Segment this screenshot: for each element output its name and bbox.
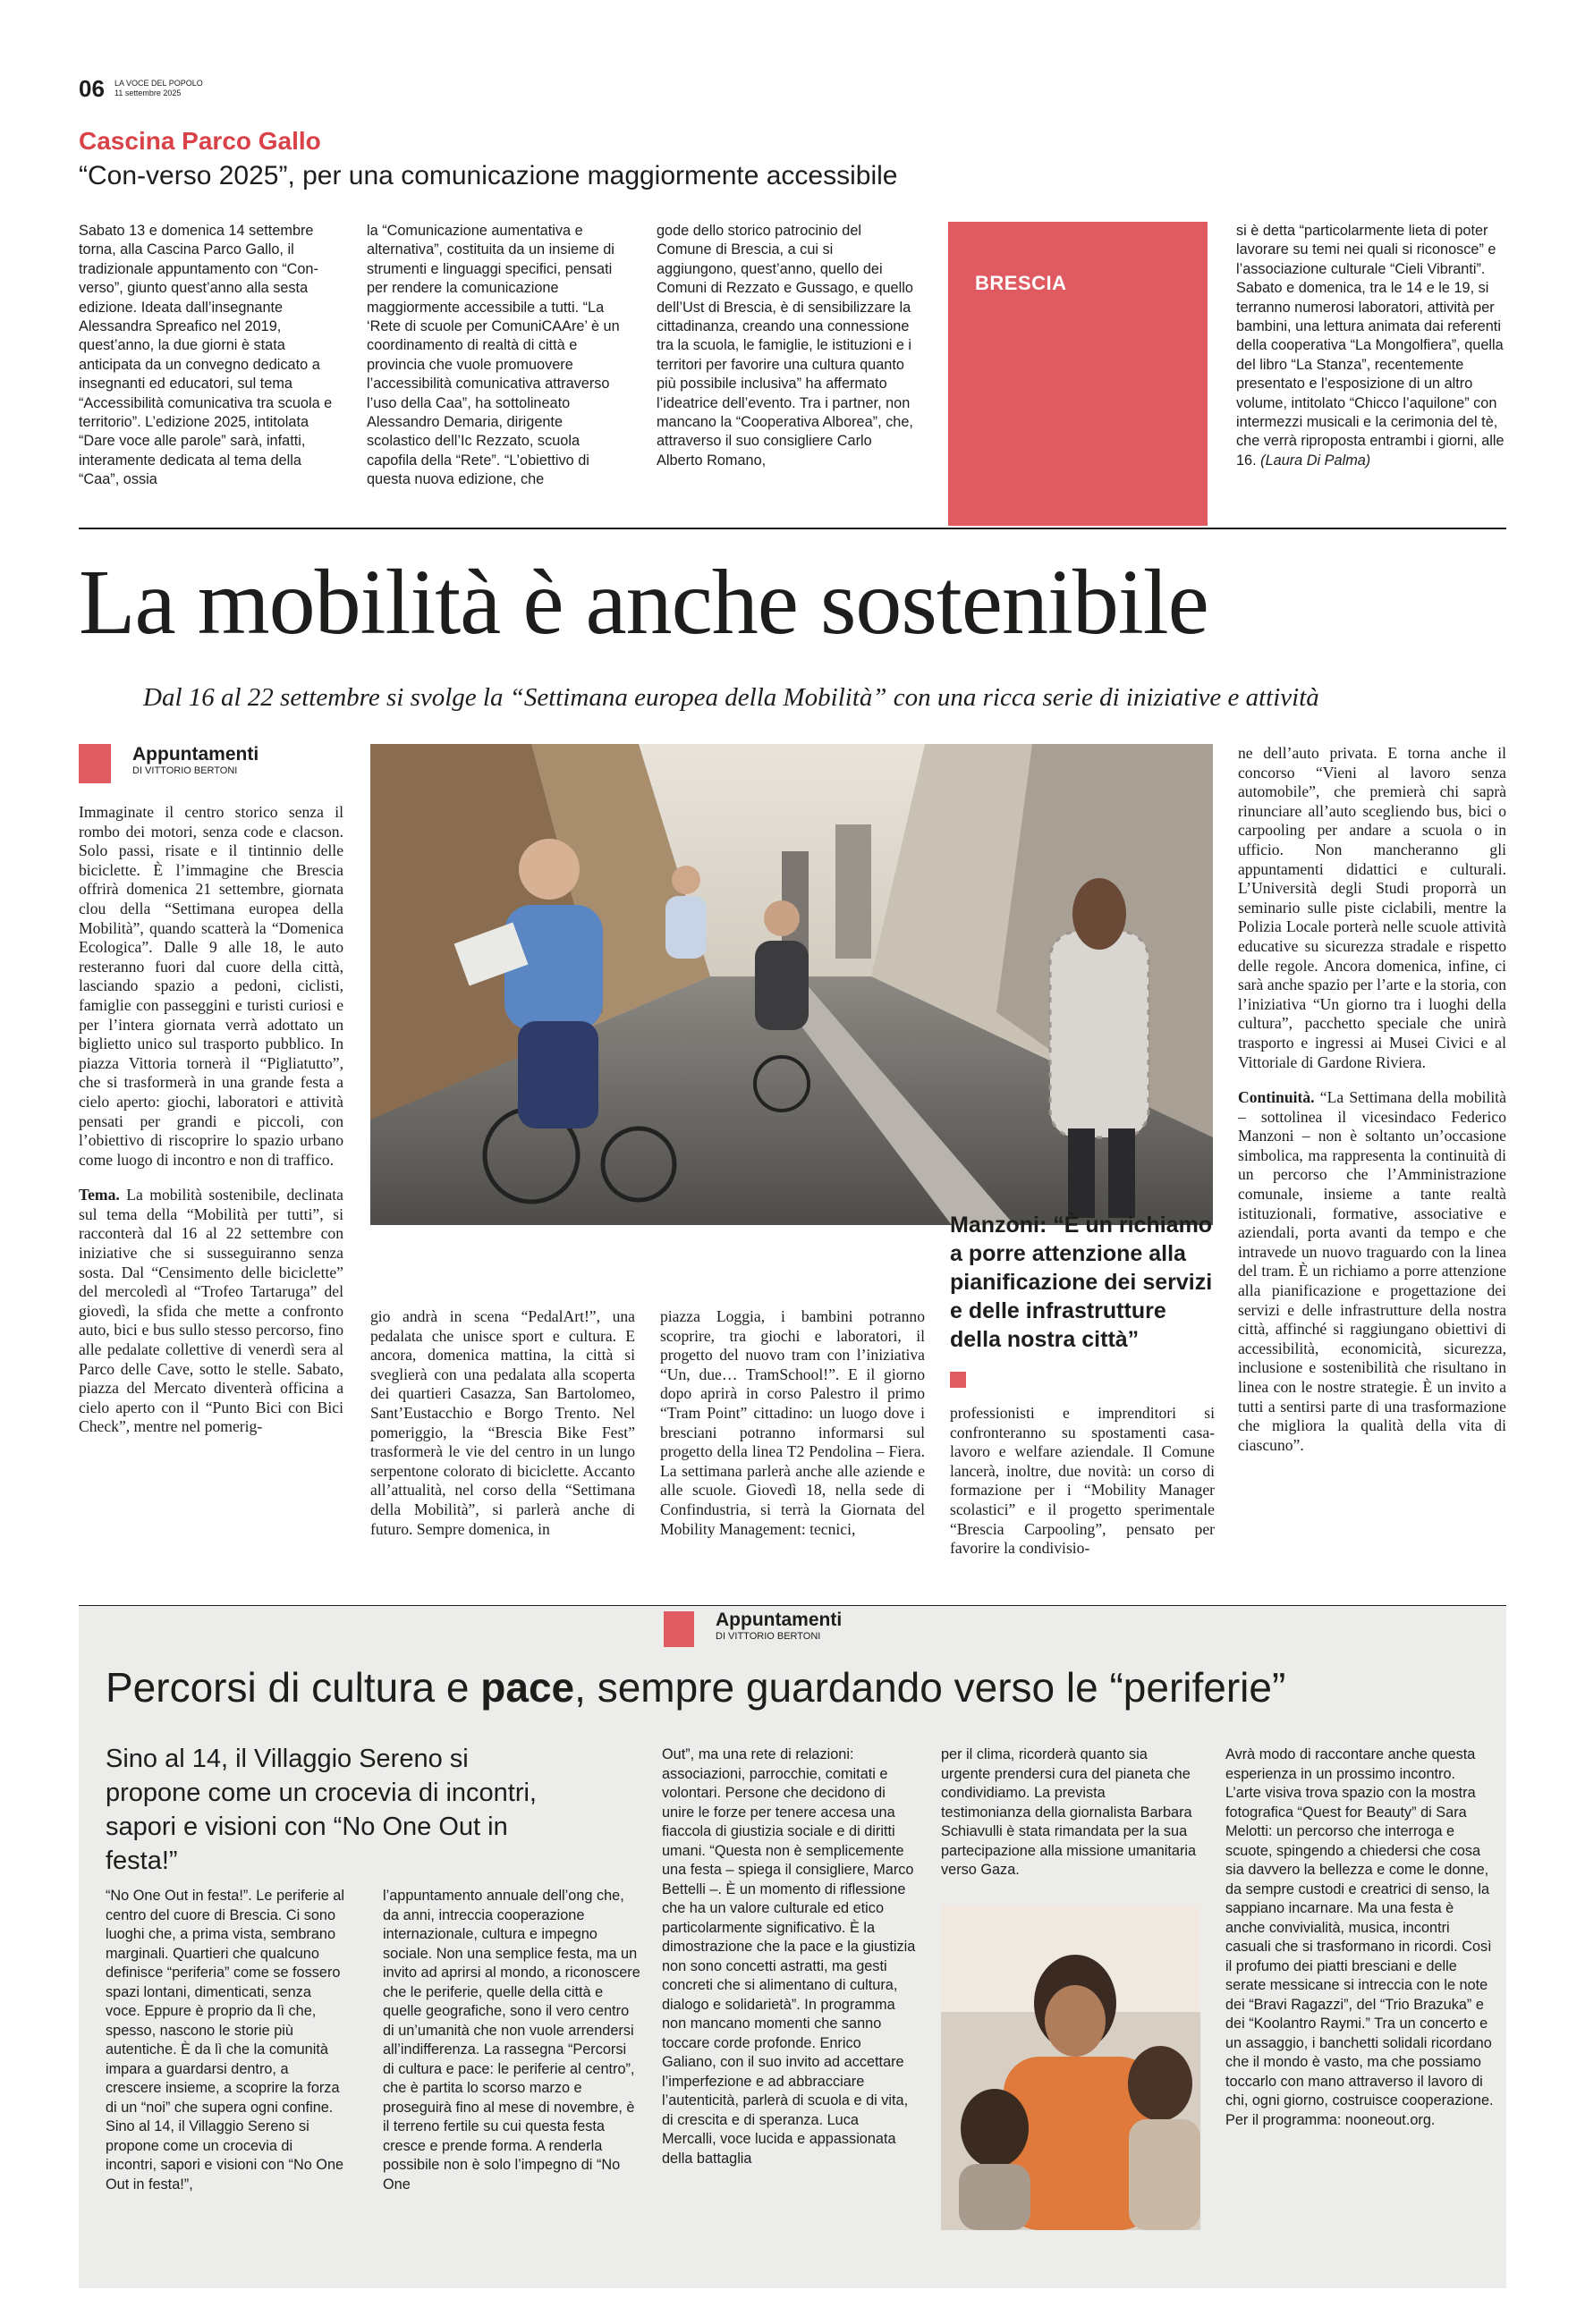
masthead-date: 11 settembre 2025 [114,89,182,97]
bottom-byline-section: Appuntamenti [716,1610,843,1630]
top-column-3: gode dello storico patrocinio del Comune di Brescia, a cui si aggiungono, quest’anno, quello dei Comuni di Rezzato e Gussago, e quello dell’Ust di Brescia, è di sensibilizzare la cittadinanza, creando una connessione tra la scuola, le famiglie, le istituzioni e i territori per favorire una cultura quanto più possibile inclusiva” ha affermato l’ideatrice dell’evento. Tra i partner, non mancano la “Cooperativa Alborea”, che, attraverso il suo consigliere Carlo Alberto Romano, [657,223,913,469]
main-headline: La mobilità è anche sostenibile [79,551,1208,654]
cyclists-photo [370,744,1213,1225]
paragraph: Immaginate il centro storico senza il rombo dei motori, senza code e clacson. Solo passi, risate e il tintinnio delle biciclette. È l’immagine che Brescia offrirà domenica 21 settembre, giornata clou della “Settimana europea della Mobilità”, quando scatterà la “Domenica Ecologica”. Dalle 9 alle 18, le auto resteranno fuori dal cuore della città, lasciando spazio a pedoni, ciclisti, famiglie con passeggini e turisti curiosi e per l’intera giornata verrà adottato un biglietto unico sul trasporto pubblico. In piazza Vittoria tornerà il “Pigliatutto”, che si trasformerà in una grande festa a cielo aperto: giochi, laboratori e attività pensati per grandi e piccoli, con l’obiettivo di riscoprire lo spazio urbano come luogo di incontro e non di traffico. [79,803,343,1169]
section-box-label: BRESCIA [975,272,1067,294]
top-kicker: Cascina Parco Gallo [79,127,321,155]
bottom-subtitle: Sino al 14, il Villaggio Sereno si propone come un crocevia di incontri, sapori e visioni con “No One Out in festa!” [106,1745,537,1875]
cyclists-photo-image [370,744,1213,1225]
main-column-3: piazza Loggia, i bambini potranno scoprire, tra giochi e laboratori, il progetto del nuovo tram con l’iniziativa “Un, due… TramSchool!”. E il giorno dopo aprirà in corso Palestro il primo “Tram Point” cittadino: un luogo dove i bresciani potranno informarsi sul progetto della linea T2 Pendolina – Fiera. La settimana parlerà anche alle aziende e alle scuole. Giovedì 18, nella sede di Confindustria, si terrà la Giornata del Mobility Management: tecnici, [660,1307,925,1538]
masthead-title: LA VOCE DEL POPOLO [114,79,203,88]
quote-marker [950,1372,966,1388]
top-column-4-text: si è detta “particolarmente lieta di poter lavorare su temi nei quali si riconosce” e l’associazione culturale “Cieli Vibranti”. Sabato e domenica, tra le 14 e le 19, si terranno numerosi laboratori, attività per bambini, una lettura animata dai referenti della cooperativa “La Mongolfiera”, quella del libro “La Stanza”, recentemente presentato e l’esposizione di un altro volume, intitolato “Chicco l’aquilone” con intermezzi musicali e la cerimonia del tè, che verrà riproposta entrambi i giorni, alle 16. [1236,223,1504,469]
bottom-column-3: Out”, ma una rete di relazioni: associazioni, parrocchie, comitati e volontari. Persone che decidono di unire le forze per tenere accesa una fiaccola di giustizia sociale e di diritti umani. “Questa non è semplicemente una festa – spiega il consigliere, Marco Bettelli –. È un momento di riflessione che ha un valore culturale ed etico particolarmente significativo. È la dimostrazione che la pace e la giustizia non sono concetti astratti, ma gesti concreti che si alimentano di cultura, dialogo e solidarietà”. In programma non mancano momenti che sanno toccare corde profonde. Enrico Galiano, con il suo invito ad accettare l’imperfezione e ad abbracciare l’autenticità, parlerà di scuola e di vita, di crescita e di speranza. Luca Mercalli, voce lucida e appassionata della battaglia [662,1746,916,2167]
top-article-author: (Laura Di Palma) [1260,452,1371,469]
byline-section: Appuntamenti [132,744,259,765]
page-number: 06 [79,75,105,102]
bottom-column-1: “No One Out in festa!”. Le periferie al centro del cuore di Brescia. Ci sono luoghi che, a prima vista, sembrano marginali. Quartieri che qualcuno definisce “periferia” come se fossero spazi lontani, dimenticati, senza voce. Eppure è proprio da lì che, spesso, nascono le storie più autentiche. È da lì che la comunità impara a guardarsi dentro, a crescere insieme, a scoprire la forza di un “noi” che supera ogni confine. Sino al 14, il Villaggio Sereno si propone come un crocevia di incontri, sapori e visioni con “No One Out in festa!”, [106,1888,344,2193]
paragraph-lead: Continuità. [1238,1088,1315,1107]
paragraph-lead: Tema. [79,1186,120,1204]
bottom-title [106,1663,1285,1711]
main-subheadline: Dal 16 al 22 settembre si svolge la “Settimana europea della Mobilità” con una ricca serie di iniziative e attività [143,683,1319,712]
bottom-title-bold: pace [480,1664,575,1711]
paragraph [1238,1088,1506,1455]
main-column-1 [79,803,343,1437]
byline [132,744,259,776]
divider [79,528,1506,529]
pull-quote: Manzoni: “È un richiamo a porre attenzione alla pianificazione dei servizi e delle infrastrutture della nostra città” [950,1213,1213,1352]
bottom-column-2: l’appuntamento annuale dell’ong che, da anni, intreccia cooperazione internazionale, cultura e impegno sociale. Non una semplice festa, ma un invito ad aprirsi al mondo, a riconoscere che le periferie, quelle della città e quelle geografiche, sono il vero centro di un’umanità che non vuole arrendersi all’indifferenza. La rassegna “Percorsi di cultura e pace: le periferie al centro”, che è partita lo scorso marzo e proseguirà fino al mese di novembre, è il terreno fertile su cui questa festa cresce e prende forma. A renderla possibile non è solo l’impegno di “No One [383,1888,640,2193]
main-column-4: professionisti e imprenditori si confronteranno su spostamenti casa-lavoro e welfare aziendale. Il Comune lancerà, inoltre, due novità: un corso di formazione per i “Mobility Manager scolastici” e il progetto sperimentale “Brescia Carpooling”, pensato per favorire la condivisio- [950,1404,1215,1558]
main-column-5 [1238,744,1506,1455]
section-box [948,222,1208,526]
bottom-byline-author: DI VITTORIO BERTONI [716,1631,821,1642]
top-column-1: Sabato 13 e domenica 14 settembre torna, alla Cascina Parco Gallo, il tradizionale appuntamento con “Con-verso”, giunto quest’anno alla sesta edizione. Ideata dall’insegnante Alessandra Spreafico nel 2019, quest’anno, la due giorni è stata anticipata da un convegno dedicato a insegnanti ed educatori, sul tema “Accessibilità comunicativa tra scuola e territorio”. L’edizione 2025, intitolata “Dare voce alle parole” sarà, infatti, interamente dedicata al tema della “Caa”, ossia [79,223,333,488]
bottom-byline-marker [664,1611,694,1647]
top-column-4 [1236,222,1504,470]
paragraph: ne dell’auto privata. E torna anche il concorso “Vieni al lavoro senza automobile”, che premierà chi saprà rinunciare all’auto scegliendo bus, bici o carpooling per andare a scuola o in ufficio. Non mancheranno gli appuntamenti didattici e culturali. L’Università degli Studi proporrà un seminario sulle piste ciclabili, mentre la Polizia Locale porterà nelle scuole attività educative su sicurezza stradale e rispetto delle regole. Ancora domenica, infine, ci sarà anche spazio per l’arte e la storia, con l’iniziativa “Un giorno tra i luoghi della cultura”, pacchetto speciale che unirà trasporto e ingressi ai Musei Civici e al Vittoriale di Gardone Riviera. [1238,744,1506,1071]
children-photo [941,1905,1200,2230]
top-column-2: la “Comunicazione aumentativa e alternativa”, costituita da un insieme di strumenti e linguaggi specifici, pensati per rendere la comunicazione maggiormente accessibile a tutti. “La ‘Rete di scuole per ComuniCAAre’ è un coordinamento di realtà di città e provincia che vuole promuovere l’accessibilità comunicativa attraverso l’uso della Caa”, ha sottolineato Alessandro Demaria, dirigente scolastico dell’Ic Rezzato, scuola capofila della “Rete”. “L’obiettivo di questa nuova edizione, che [367,223,620,488]
bottom-column-4: per il clima, ricorderà quanto sia urgente prendersi cura del pianeta che condividiamo. La prevista testimonianza della giornalista Barbara Schiavulli è stata rimandata per la sua partecipazione alla missione umanitaria verso Gaza. [941,1746,1197,1878]
top-title: “Con-verso 2025”, per una comunicazione maggiormente accessibile [79,161,898,190]
byline-marker [79,744,111,783]
main-column-2: gio andrà in scena “PedalArt!”, una pedalata che unisce sport e cultura. E ancora, domenica mattina, la città si sveglierà con una pedalata alla scoperta dei quartieri Casazza, San Bartolomeo, Sant’Eustacchio e Borgo Trento. Nel pomeriggio, la “Brescia Bike Fest” trasformerà le vie del centro in un lungo serpentone colorato di biciclette. Accanto all’attualità, nel corso della “Settimana della Mobilità”, si parlerà anche di futuro. Sempre domenica, in [370,1307,635,1538]
bottom-byline [716,1610,842,1642]
bottom-column-5: Avrà modo di raccontare anche questa esperienza in un prossimo incontro. L’arte visiva trova spazio con la mostra fotografica “Quest for Beauty” di Sara Melotti: un percorso che interroga e scuote, spingendo a chiedersi che cosa sia davvero la bellezza e come le donne, da sempre custodi e creatrici di senso, la sappiano incarnare. Ma una festa è anche convivialità, musica, incontri casuali che si trasformano in ricordi. Così il profumo dei piatti bresciani e delle serate messicane si intreccia con le note dei “Bravi Ragazzi”, del “Trio Brazuka” e dei “Koolantro Raymi.” Tra un concerto e un assaggio, i banchetti solidali ricordano che il mondo è vasto, ma che possiamo toccarlo con mano attraverso il lavoro di chi, ogni giorno, costruisce cooperazione. Per il programma: nooneout.org. [1225,1746,1494,2128]
children-photo-image [941,1905,1200,2230]
bottom-title-post: , sempre guardando verso le “periferie” [574,1664,1286,1711]
byline-author: DI VITTORIO BERTONI [132,765,238,776]
masthead [114,79,203,98]
bottom-divider [79,1605,1506,1606]
bottom-title-pre: Percorsi di cultura e [106,1664,481,1711]
paragraph-text: “La Settimana della mobilità – sottolinea il vicesindaco Federico Manzoni – non è soltanto un’occasione simbolica, ma rappresenta la continuità di un percorso che l’Amministrazione comunale, insieme a tante realtà istituzionali, formative, associative e aziendali, porta avanti da tempo e che intravede un nuovo traguardo con la linea del tram. È un richiamo a porre attenzione alla pianificazione e progettazione dei servizi e delle infrastrutture della nostra città, affinché si raggiungano obiettivi di accessibilità, economicità, sicurezza, inclusione e sostenibilità che risultano in linea con le nostre strategie. È un invito a tutti a sentirsi parte di una trasformazione che migliora la qualità della vita di ciascuno”. [1238,1088,1507,1454]
paragraph-text: La mobilità sostenibile, declinata sul tema della “Mobilità per tutti”, si racconterà dal 16 al 22 settembre con iniziative che si susseguiranno senza sosta. Dal “Censimento delle biciclette” del mercoledì al “Trofeo Tartaruga” del giovedì, la sfida che mette a confronto auto, bici e bus sullo stesso percorso, fino alle pedalate collettive di venerdì sera al Parco delle Cave, sotto le stelle. Sabato, piazza del Mercato diventerà officina a cielo aperto con il “Punto Bici con Bici Check”, mentre nel pomerig- [79,1186,343,1436]
paragraph [79,1186,343,1437]
